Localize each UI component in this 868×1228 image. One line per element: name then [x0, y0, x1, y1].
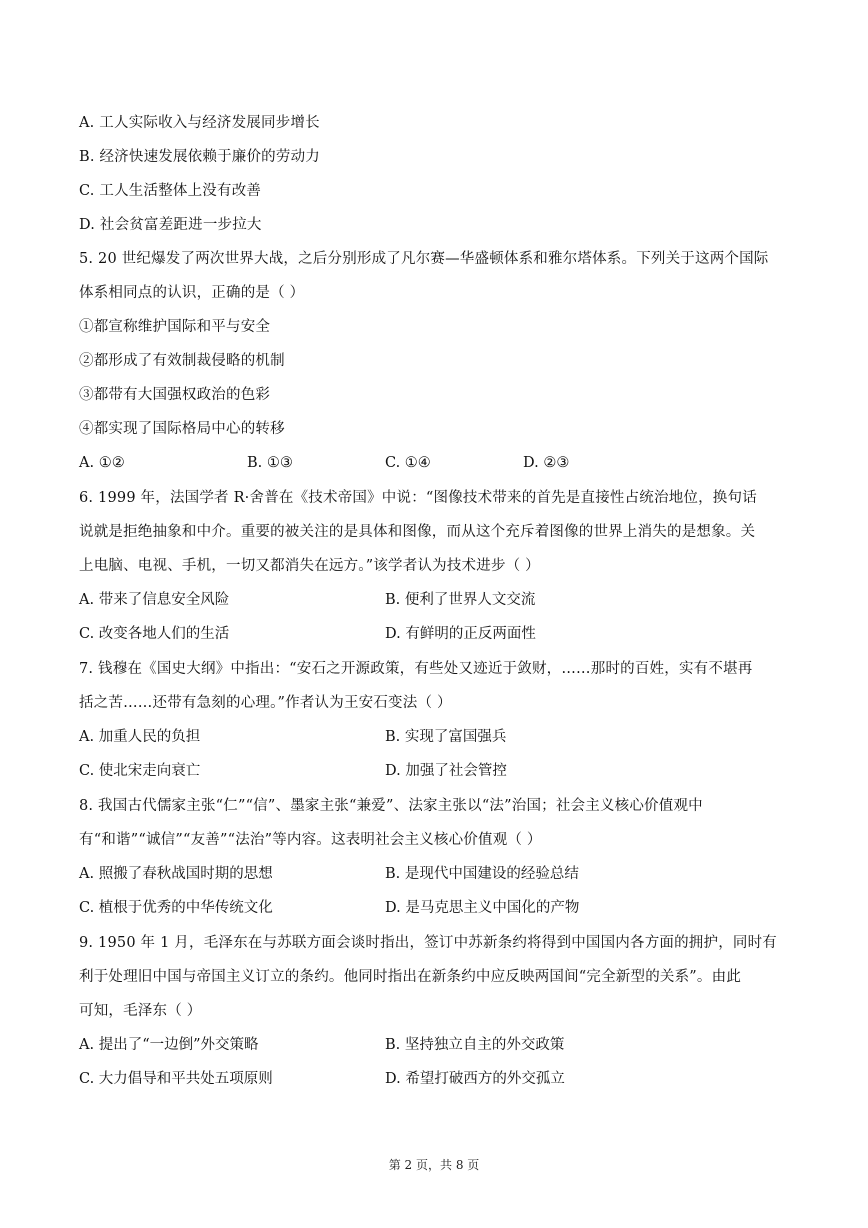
q7-option-d: D. 加强了社会管控 — [385, 763, 507, 779]
q9-options-row-2 — [79, 1069, 799, 1089]
q8-option-a: A. 照搬了春秋战国时期的思想 — [79, 866, 273, 882]
q9-option-a: A. 提出了“一边倒”外交策略 — [79, 1037, 259, 1053]
page-number-footer: 第 2 页，共 8 页 — [388, 1158, 480, 1172]
q5-item-1: ①都宣称维护国际和平与安全 — [79, 319, 271, 335]
q6-option-a: A. 带来了信息安全风险 — [79, 592, 230, 608]
q9-option-c: C. 大力倡导和平共处五项原则 — [79, 1071, 273, 1087]
q8-option-d: D. 是马克思主义中国化的产物 — [385, 900, 580, 916]
q6-option-c: C. 改变各地人们的生活 — [79, 626, 230, 642]
q4-option-a: A. 工人实际收入与经济发展同步增长 — [79, 115, 320, 131]
q6-option-b: B. 便利了世界人文交流 — [385, 592, 536, 608]
q9-option-b: B. 坚持独立自主的外交政策 — [385, 1037, 565, 1053]
q6-stem-line-1: 6. 1999 年，法国学者 R·舍普在《技术帝国》中说：“图像技术带来的首先是直接性占统治地位，换句话 — [79, 490, 757, 506]
q5-stem-line-2: 体系相同点的认识，正确的是（ ） — [79, 285, 305, 301]
q9-stem-line-1: 9. 1950 年 1 月，毛泽东在与苏联方面会谈时指出，签订中苏新条约将得到中国国内各方面的拥护，同时有 — [79, 935, 777, 951]
q8-stem-line-2: 有“和谐”“诚信”“友善”“法治”等内容。这表明社会主义核心价值观（ ） — [79, 832, 542, 848]
q5-option-c: C. ①④ — [385, 455, 431, 471]
q7-option-b: B. 实现了富国强兵 — [385, 729, 507, 745]
q8-options-row-1 — [79, 864, 799, 884]
q8-option-c: C. 植根于优秀的中华传统文化 — [79, 900, 273, 916]
q6-option-d: D. 有鲜明的正反两面性 — [385, 626, 536, 642]
q5-option-a: A. ①② — [79, 455, 125, 471]
q5-options — [79, 453, 799, 473]
q6-stem-line-3: 上电脑、电视、手机，一切又都消失在远方。”该学者认为技术进步（ ） — [79, 558, 540, 574]
q8-option-b: B. 是现代中国建设的经验总结 — [385, 866, 579, 882]
q8-stem-line-1: 8. 我国古代儒家主张“仁”“信”、墨家主张“兼爱”、法家主张以“法”治国；社会主义核心价值观中 — [79, 798, 703, 814]
q5-item-4: ④都实现了国际格局中心的转移 — [79, 421, 285, 437]
q9-stem-line-2: 利于处理旧中国与帝国主义订立的条约。他同时指出在新条约中应反映两国间“完全新型的关系”。由此 — [79, 969, 742, 985]
q5-item-2: ②都形成了有效制裁侵略的机制 — [79, 353, 285, 369]
q7-stem-line-2: 括之苦……还带有急刻的心理。”作者认为王安石变法（ ） — [79, 695, 452, 711]
q9-stem-line-3: 可知，毛泽东（ ） — [79, 1003, 202, 1019]
q9-option-d: D. 希望打破西方的外交孤立 — [385, 1071, 565, 1087]
q4-option-c: C. 工人生活整体上没有改善 — [79, 183, 262, 199]
q5-stem-line-1: 5. 20 世纪爆发了两次世界大战，之后分别形成了凡尔赛—华盛顿体系和雅尔塔体系。下列关于这两个国际 — [79, 251, 769, 267]
q5-option-d: D. ②③ — [523, 455, 570, 471]
q7-options-row-2 — [79, 761, 799, 781]
q7-option-c: C. 使北宋走向衰亡 — [79, 763, 201, 779]
q8-options-row-2 — [79, 898, 799, 918]
q7-options-row-1 — [79, 727, 799, 747]
q4-option-b: B. 经济快速发展依赖于廉价的劳动力 — [79, 149, 320, 165]
q6-options-row-2 — [79, 624, 799, 644]
q6-stem-line-2: 说就是拒绝抽象和中介。重要的被关注的是具体和图像，而从这个充斥着图像的世界上消失的是想象。关 — [79, 524, 756, 540]
q5-item-3: ③都带有大国强权政治的色彩 — [79, 387, 271, 403]
q9-options-row-1 — [79, 1035, 799, 1055]
q5-option-b: B. ①③ — [247, 455, 293, 471]
q7-stem-line-1: 7. 钱穆在《国史大纲》中指出：“安石之开源政策，有些处又迹近于敛财，……那时的百姓，实有不堪再 — [79, 661, 753, 677]
q6-options-row-1 — [79, 590, 799, 610]
q7-option-a: A. 加重人民的负担 — [79, 729, 201, 745]
q4-option-d: D. 社会贫富差距进一步拉大 — [79, 217, 262, 233]
